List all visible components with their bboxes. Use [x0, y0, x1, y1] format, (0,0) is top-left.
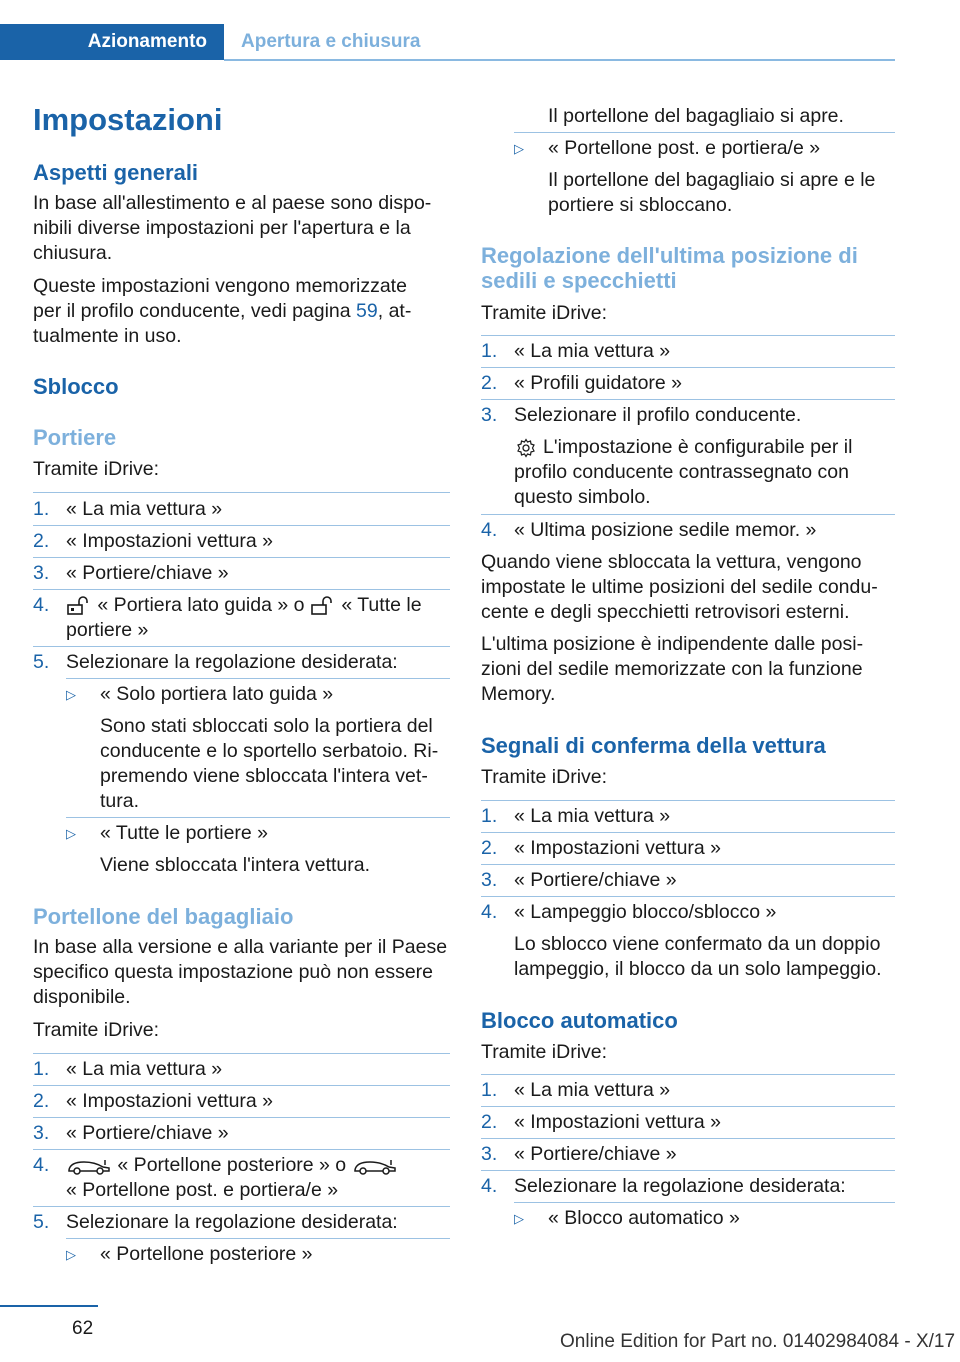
list-separator: [481, 896, 895, 897]
list-item: « Profili guidatore »: [514, 372, 683, 394]
subsection-heading-memory: sedili e specchietti: [481, 268, 677, 293]
unlock-driver-door-icon: [66, 596, 92, 616]
step-number: 4.: [33, 594, 50, 616]
paragraph-line: Memory.: [481, 683, 556, 705]
paragraph-line: [33, 299, 411, 324]
list-item-continuation: « Portellone post. e portiera/e »: [66, 1179, 339, 1201]
list-item: « Portiere/chiave »: [66, 1122, 229, 1144]
list-item: [66, 593, 422, 618]
step-number: 4.: [481, 1175, 498, 1197]
via-idrive-label: Tramite iDrive:: [33, 1019, 160, 1041]
step-number: 1.: [481, 1079, 498, 1101]
list-separator: [66, 1238, 450, 1239]
step-number: 3.: [33, 1122, 50, 1144]
list-item: Selezionare il profilo conducente.: [514, 404, 802, 426]
option-description: Il portellone del bagagliaio si apre e le: [548, 169, 876, 191]
step-number: 2.: [33, 530, 50, 552]
list-separator: [481, 864, 895, 865]
list-item: « Ultima posizione sedile memor. »: [514, 519, 817, 541]
list-separator: [481, 335, 895, 336]
paragraph-line: In base all'allestimento e al paese sono dispo-: [33, 192, 432, 214]
list-separator: [66, 678, 450, 679]
option-description: Viene sbloccata l'intera vettura.: [100, 854, 371, 876]
step-number: 3.: [33, 562, 50, 584]
list-separator: [33, 1053, 450, 1054]
paragraph-line: disponibile.: [33, 986, 131, 1008]
step-number: 2.: [481, 372, 498, 394]
paragraph-line: L'ultima posizione è indipendente dalle posi-: [481, 633, 864, 655]
list-separator: [33, 646, 450, 647]
list-item: « Impostazioni vettura »: [66, 1090, 274, 1112]
via-idrive-label: Tramite iDrive:: [481, 302, 608, 324]
list-separator: [481, 1074, 895, 1075]
paragraph-line: In base alla versione e alla variante per il Paese: [33, 936, 448, 958]
list-separator: [33, 525, 450, 526]
gear-profile-icon: [516, 438, 536, 458]
page-number: 62: [72, 1318, 94, 1339]
list-item: « Impostazioni vettura »: [514, 1111, 722, 1133]
option-description: portiere si sbloccano.: [548, 194, 733, 216]
paragraph-line: chiusura.: [33, 242, 113, 264]
option-description: Il portellone del bagagliaio si apre.: [548, 105, 844, 127]
list-separator: [481, 514, 895, 515]
step-number: 3.: [481, 1143, 498, 1165]
page-link-59[interactable]: 59: [356, 300, 378, 322]
paragraph-text: per il profilo conducente, vedi pagina: [33, 300, 357, 322]
paragraph-line: nibili diverse impostazioni per l'apertura e la: [33, 217, 411, 239]
triangle-bullet-icon: ▷: [66, 1247, 76, 1262]
list-item: « Lampeggio blocco/sblocco »: [514, 901, 777, 923]
list-separator: [33, 557, 450, 558]
paragraph-line: tualmente in uso.: [33, 325, 182, 347]
list-item: « Portiere/chiave »: [514, 1143, 677, 1165]
list-item: « La mia vettura »: [514, 1079, 671, 1101]
list-item: « Portiere/chiave »: [514, 869, 677, 891]
subsection-heading-tailgate: Portellone del bagagliaio: [33, 904, 294, 929]
list-item-continuation: portiere »: [66, 619, 149, 641]
step-number: 2.: [33, 1090, 50, 1112]
car-tailgate-icon: [66, 1156, 112, 1176]
list-item-text: « Portiera lato guida » o: [97, 594, 305, 616]
list-separator: [481, 399, 895, 400]
list-item: « Portiere/chiave »: [66, 562, 229, 584]
option-description: conducente e lo sportello serbatoio. Ri-: [100, 740, 439, 762]
note-text: L'impostazione è configurabile per il: [543, 436, 853, 458]
step-number: 1.: [481, 340, 498, 362]
option-label: « Tutte le portiere »: [100, 822, 269, 844]
option-description: tura.: [100, 790, 140, 812]
list-item-description: lampeggio, il blocco da un solo lampeggio.: [514, 958, 882, 980]
via-idrive-label: Tramite iDrive:: [33, 458, 160, 480]
list-separator: [481, 832, 895, 833]
section-heading-confirm: Segnali di conferma della vettura: [481, 733, 826, 758]
step-number: 4.: [481, 901, 498, 923]
chapter-tabs: [0, 24, 895, 62]
option-label: « Portellone posteriore »: [100, 1243, 313, 1265]
triangle-bullet-icon: ▷: [66, 687, 76, 702]
subsection-heading-doors: Portiere: [33, 425, 117, 450]
list-item: « Impostazioni vettura »: [514, 837, 722, 859]
list-separator: [33, 492, 450, 493]
list-separator: [33, 1085, 450, 1086]
step-number: 4.: [481, 519, 498, 541]
list-separator: [481, 800, 895, 801]
paragraph-line: Quando viene sbloccata la vettura, vengono: [481, 551, 862, 573]
option-label: « Portellone post. e portiera/e »: [548, 137, 821, 159]
paragraph-line: zioni del sedile memorizzate con la funzione: [481, 658, 863, 680]
triangle-bullet-icon: ▷: [514, 1211, 524, 1226]
list-separator: [33, 1149, 450, 1150]
list-separator: [33, 1206, 450, 1207]
triangle-bullet-icon: ▷: [66, 826, 76, 841]
footer-edition: Online Edition for Part no. 01402984084 - X/17: [560, 1331, 956, 1352]
step-number: 3.: [481, 869, 498, 891]
list-separator: [481, 1170, 895, 1171]
list-item: « La mia vettura »: [66, 1058, 223, 1080]
step-number: 5.: [33, 1211, 50, 1233]
option-description: premendo viene sbloccata l'intera vet-: [100, 765, 428, 787]
car-tailgate-doors-icon: [352, 1156, 398, 1176]
note-text: questo simbolo.: [514, 486, 651, 508]
step-number: 2.: [481, 1111, 498, 1133]
list-item: « Impostazioni vettura »: [66, 530, 274, 552]
tab-apertura-chiusura[interactable]: Apertura e chiusura: [241, 31, 421, 52]
list-separator: [33, 589, 450, 590]
list-item-description: Lo sblocco viene confermato da un doppio: [514, 933, 881, 955]
via-idrive-label: Tramite iDrive:: [481, 1041, 608, 1063]
option-label: « Solo portiera lato guida »: [100, 683, 334, 705]
triangle-bullet-icon: ▷: [514, 141, 524, 156]
option-description: Sono stati sbloccati solo la portiera del: [100, 715, 433, 737]
step-number: 1.: [481, 805, 498, 827]
list-separator: [33, 1117, 450, 1118]
list-separator: [481, 367, 895, 368]
step-number: 5.: [33, 651, 50, 673]
list-item: [66, 1153, 398, 1178]
footer-rule: [0, 1305, 98, 1307]
list-separator: [514, 132, 895, 133]
paragraph-line: impostate le ultime posizioni del sedile condu-: [481, 576, 878, 598]
via-idrive-label: Tramite iDrive:: [481, 766, 608, 788]
list-item: Selezionare la regolazione desiderata:: [66, 1211, 398, 1233]
note-text: profilo conducente contrassegnato con: [514, 461, 849, 483]
step-number: 2.: [481, 837, 498, 859]
step-number: 3.: [481, 404, 498, 426]
list-item: Selezionare la regolazione desiderata:: [66, 651, 398, 673]
list-item: « La mia vettura »: [514, 340, 671, 362]
list-item-text: « Portellone posteriore » o: [117, 1154, 347, 1176]
option-label: « Blocco automatico »: [548, 1207, 740, 1229]
list-separator: [481, 1106, 895, 1107]
list-item: Selezionare la regolazione desiderata:: [514, 1175, 846, 1197]
step-number: 4.: [33, 1154, 50, 1176]
paragraph-line: cente e degli specchietti retrovisori esterni.: [481, 601, 850, 623]
section-heading-autolock: Blocco automatico: [481, 1008, 678, 1033]
paragraph-text: , at-: [377, 300, 412, 322]
section-heading-unlock: Sblocco: [33, 374, 119, 399]
list-separator: [481, 1138, 895, 1139]
step-number: 1.: [33, 1058, 50, 1080]
list-separator: [514, 1202, 895, 1203]
step-number: 1.: [33, 498, 50, 520]
list-item-text: « Tutte le: [341, 594, 422, 616]
page-title: Impostazioni: [33, 102, 223, 137]
paragraph-line: specifico questa impostazione può non essere: [33, 961, 433, 983]
unlock-all-doors-icon: [310, 596, 336, 616]
section-heading-general: Aspetti generali: [33, 160, 199, 185]
tab-azionamento[interactable]: Azionamento: [0, 24, 224, 60]
paragraph-line: Queste impostazioni vengono memorizzate: [33, 275, 407, 297]
list-item: « La mia vettura »: [514, 805, 671, 827]
header-rule: [224, 59, 895, 61]
subsection-heading-memory: Regolazione dell'ultima posizione di: [481, 243, 858, 268]
list-separator: [66, 817, 450, 818]
list-item: « La mia vettura »: [66, 498, 223, 520]
